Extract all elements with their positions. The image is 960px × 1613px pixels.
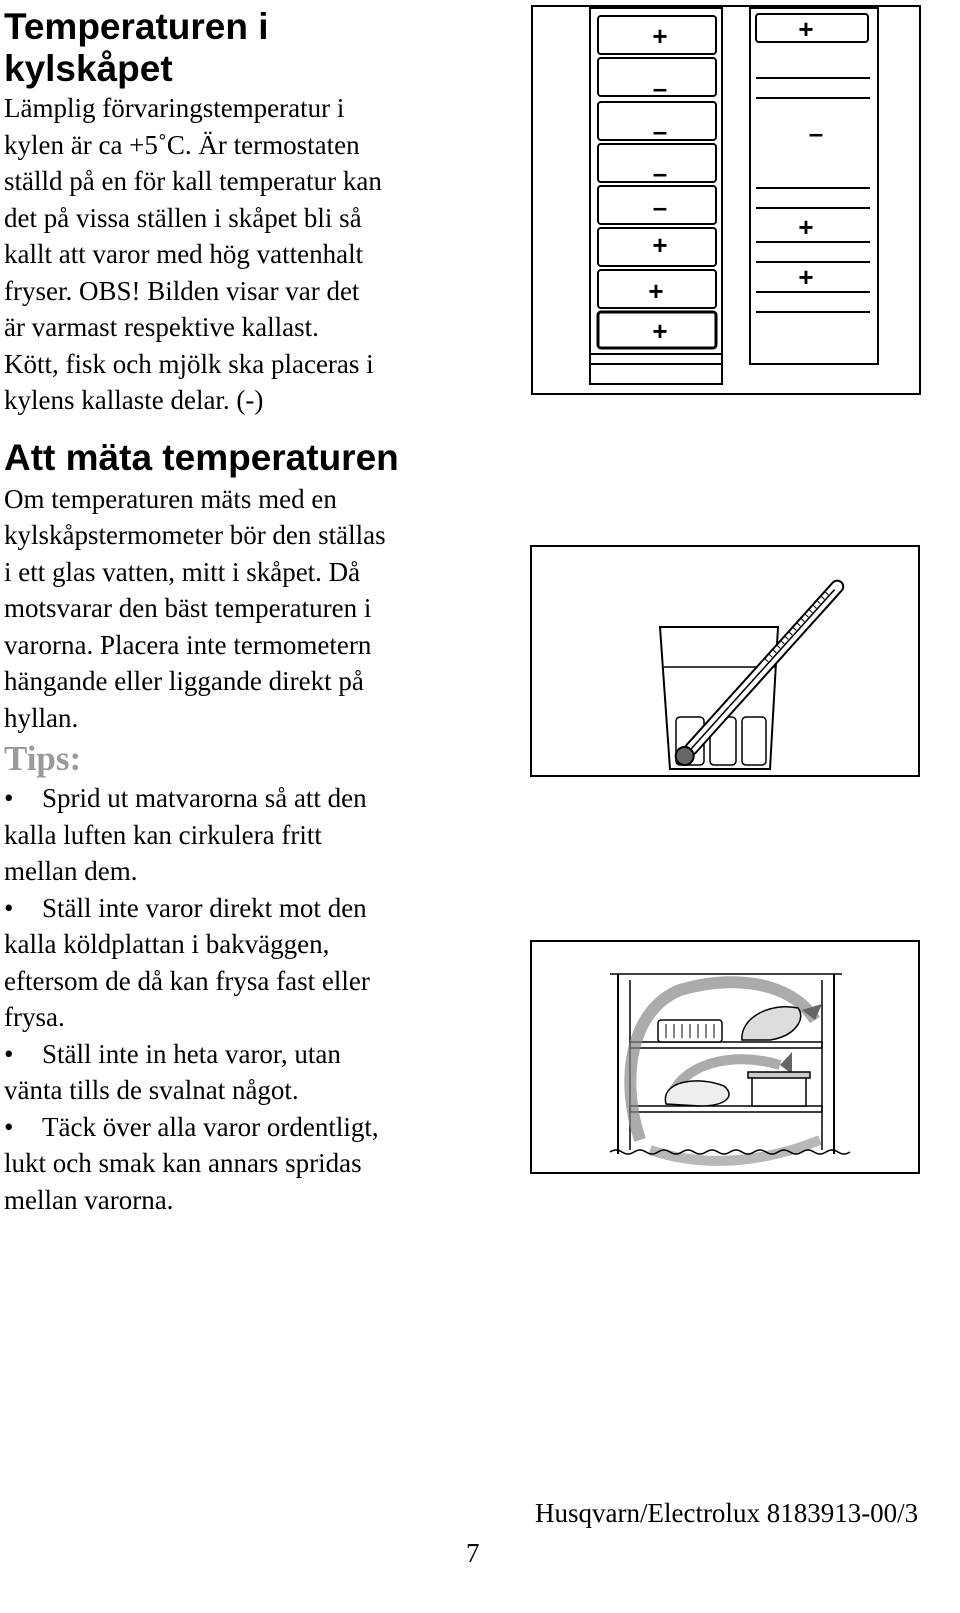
tip-text-continuation: mellan varorna. (4, 1184, 174, 1215)
zone-mark: – (652, 73, 668, 103)
heading-measure-temperature: Att mäta temperaturen (4, 436, 399, 478)
tip-item (4, 890, 504, 927)
zone-mark: + (652, 230, 668, 260)
tip-item (4, 1036, 504, 1073)
heading-line-2: kylskåpet (4, 48, 173, 89)
thermometer-in-glass-figure (530, 545, 922, 779)
zone-mark: – (652, 192, 668, 222)
tip-text: Sprid ut matvarorna så att den (42, 783, 367, 813)
tip-text: Ställ inte in heta varor, utan (42, 1038, 341, 1069)
tip-text: Ställ inte varor direkt mot den (42, 892, 367, 923)
tip-text-continuation: eftersom de då kan frysa fast eller (4, 965, 370, 996)
bullet-icon: • (4, 1038, 14, 1069)
text-line: ställd på en för kall temperatur kan (4, 166, 382, 196)
zone-mark: – (652, 158, 668, 188)
text-line: varorna. Placera inte termometern (4, 629, 372, 660)
text-line: fryser. OBS! Bilden visar var det (4, 275, 360, 306)
text-line: i ett glas vatten, mitt i skåpet. Då (4, 556, 361, 587)
document-reference: Husqvarn/Electrolux 8183913-00/3 (535, 1498, 919, 1528)
text-line: det på vissa ställen i skåpet bli så (4, 202, 362, 233)
paragraph-storage-temperature (4, 90, 504, 419)
bullet-icon: • (4, 892, 14, 923)
text-line: Lämplig förvaringstemperatur i (4, 93, 345, 123)
fridge-temperature-zones-figure (530, 2, 922, 398)
zone-mark: – (808, 118, 824, 148)
text-line: Om temperaturen mäts med en (4, 483, 337, 514)
heading-line-1: Temperaturen i (4, 6, 269, 47)
text-column (4, 0, 504, 1218)
text-line: kylskåpstermometer bör den ställas (4, 520, 386, 550)
bullet-icon: • (4, 783, 14, 813)
text-line: kylens kallaste delar. (-) (4, 385, 264, 415)
text-line: kylen är ca +5˚C. Är termostaten (4, 129, 360, 160)
text-line: Kött, fisk och mjölk ska placeras i (4, 348, 374, 379)
text-line: hängande eller liggande direkt på (4, 666, 364, 696)
tip-text-continuation: lukt och smak kan annars spridas (4, 1148, 362, 1178)
zone-mark: + (652, 316, 668, 346)
tip-text: Täck över alla varor ordentligt, (42, 1111, 379, 1142)
text-line: kallt att varor med hög vattenhalt (4, 239, 364, 269)
tip-text-continuation: kalla köldplattan i bakväggen, (4, 929, 330, 959)
tips-title: Tips: (4, 739, 82, 778)
tip-text-continuation: kalla luften kan cirkulera fritt (4, 819, 322, 850)
page-number: 7 (466, 1538, 480, 1568)
zone-mark: + (648, 276, 664, 306)
text-line: hyllan. (4, 702, 79, 733)
tip-item (4, 1109, 504, 1146)
heading-temperature-fridge (4, 6, 504, 90)
zone-mark: + (798, 14, 814, 44)
zone-mark: – (652, 116, 668, 146)
zone-mark: + (798, 262, 814, 292)
text-line: är varmast respektive kallast. (4, 312, 319, 342)
air-circulation-figure (530, 940, 922, 1176)
tips-list (4, 780, 504, 1218)
tip-text-continuation: vänta tills de svalnat något. (4, 1075, 299, 1105)
text-line: motsvarar den bäst temperaturen i (4, 593, 372, 623)
tip-text-continuation: frysa. (4, 1002, 65, 1032)
zone-mark: + (798, 212, 814, 242)
paragraph-measure-temperature (4, 481, 504, 737)
tip-item (4, 780, 504, 817)
bullet-icon: • (4, 1111, 14, 1142)
zone-mark: + (652, 21, 668, 51)
tip-text-continuation: mellan dem. (4, 856, 138, 886)
